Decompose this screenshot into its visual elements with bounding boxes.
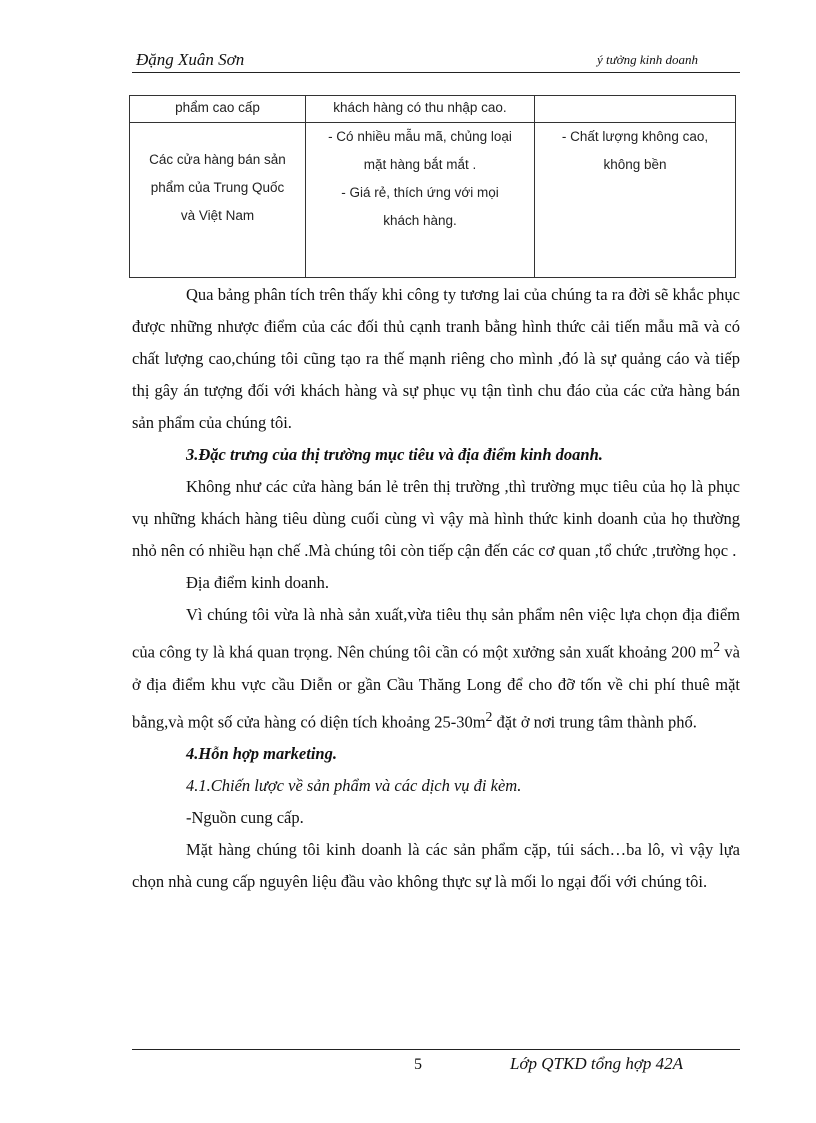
cell-line: Các cửa hàng bán sản — [149, 152, 286, 167]
cell-line: khách hàng. — [383, 213, 457, 228]
header-author: Đặng Xuân Sơn — [136, 50, 245, 69]
paragraph: Không như các cửa hàng bán lẻ trên thị trường ,thì trường mục tiêu của họ là phục vụ những khách hàng tiêu dùng cuối cùng vì vậy mà hình thức kinh doanh của họ thường nhỏ nên có nhiều hạn chế .Mà chúng tôi còn tiếp cận đến các cơ quan ,tổ chức ,trường học . — [132, 477, 740, 560]
cell-line: - Chất lượng không cao, — [561, 129, 709, 144]
page-number: 5 — [414, 1056, 422, 1073]
header-doc-title: ý tưởng kinh doanh — [596, 52, 698, 67]
text-run: và ở địa điểm khu vực cầu Diễn or gần Cầu Thăng Long để cho đỡ tốn về chi phí thuê mặt bằng,và một số cửa hàng có diện tích khoảng 25-30m — [132, 642, 741, 731]
cell-line: mặt hàng bắt mắt . — [363, 157, 477, 172]
cell-line: - Giá rẻ, thích ứng với mọi — [341, 185, 499, 200]
document-body — [132, 279, 740, 898]
table-cell: phẩm cao cấp — [130, 96, 306, 123]
paragraph — [132, 599, 740, 738]
paragraph: Qua bảng phân tích trên thấy khi công ty tương lai của chúng ta ra đời sẽ khắc phục được những nhược điểm của các đối thủ cạnh tranh bằng hình thức cải tiến mẫu mã và có chất lượng cao,chúng tôi cũng tạo ra thế mạnh riêng cho mình ,đó là sự quảng cáo và tiếp thị gây án tượng đối với khách hàng và sự phục vụ tận tình chu đáo của các cửa hàng bán sản phẩm của chúng tôi. — [132, 285, 740, 432]
table-cell-competitor — [130, 123, 306, 278]
superscript: 2 — [713, 639, 721, 654]
cell-line: phẩm của Trung Quốc — [150, 180, 285, 195]
table-row — [130, 123, 736, 278]
cell-line: không bền — [603, 157, 667, 172]
table-cell-strengths — [306, 123, 535, 278]
paragraph: Mặt hàng chúng tôi kinh doanh là các sản phẩm cặp, túi sách…ba lô, vì vậy lựa chọn nhà cung cấp nguyên liệu đầu vào không thực sự là mối lo ngại đối với chúng tôi. — [132, 840, 740, 891]
superscript: 2 — [485, 708, 493, 724]
text-run: Vì chúng tôi vừa là nhà sản xuất,vừa tiêu thụ sản phẩm nên việc lựa chọn địa điểm của công ty là khá quan trọng. Nên chúng tôi cần có một xưởng sản xuất khoảng 200 m — [132, 605, 740, 662]
footer-class-name: Lớp QTKD tổng hợp 42A — [510, 1054, 684, 1073]
paragraph: -Nguồn cung cấp. — [186, 808, 304, 827]
competitor-table — [129, 95, 736, 278]
subsection-heading: 4.1.Chiến lược về sản phẩm và các dịch vụ đi kèm. — [186, 776, 522, 795]
page-footer — [132, 1049, 740, 1073]
section-heading: 3.Đặc trưng của thị trường mục tiêu và địa điểm kinh doanh. — [186, 445, 603, 464]
page-header — [132, 48, 740, 73]
table-cell — [535, 96, 736, 123]
cell-line: - Có nhiều mẫu mã, chủng loại — [328, 129, 512, 144]
table-row — [130, 96, 736, 123]
text-run: đặt ở nơi trung tâm thành phố. — [492, 712, 697, 731]
table-cell: khách hàng có thu nhập cao. — [306, 96, 535, 123]
cell-line: và Việt Nam — [180, 208, 255, 223]
paragraph: Địa điểm kinh doanh. — [186, 573, 329, 592]
table-cell-weaknesses — [535, 123, 736, 278]
section-heading: 4.Hỗn hợp marketing. — [186, 744, 337, 763]
